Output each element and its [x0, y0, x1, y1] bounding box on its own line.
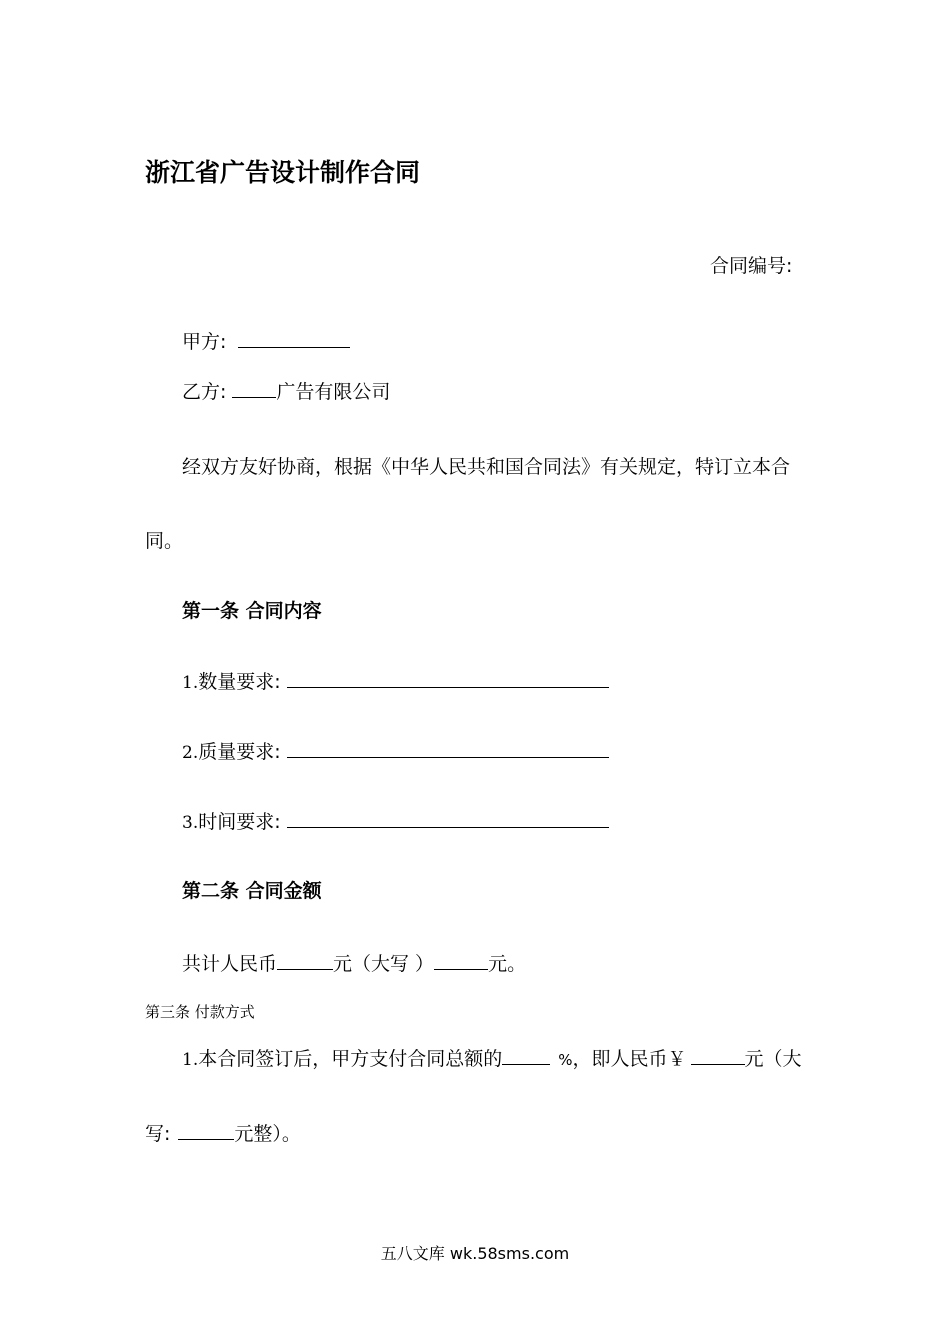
- article3-heading: 第三条 付款方式: [145, 1003, 255, 1021]
- document-title: 浙江省广告设计制作合同: [145, 158, 421, 187]
- amount-text-a: 共计人民币: [182, 953, 278, 975]
- party-b-line: [182, 379, 390, 404]
- payment-line2-a: 写:: [145, 1123, 171, 1145]
- payment-line2-b: 元整）。: [234, 1123, 301, 1145]
- payment-amount-blank: [691, 1046, 745, 1065]
- article2-amount-line: [182, 951, 526, 976]
- article1-item-quantity: [182, 669, 609, 695]
- payment-text-a: 本合同签订后，甲方支付合同总额的: [198, 1048, 503, 1070]
- item-label: 质量要求:: [198, 741, 281, 763]
- intro-paragraph-line1: 经双方友好协商，根据《中华人民共和国合同法》有关规定，特订立本合: [182, 456, 791, 478]
- item-number: 1.: [182, 673, 199, 693]
- article1-item-time: [182, 809, 609, 835]
- item-number: 2.: [182, 743, 199, 763]
- quantity-blank: [287, 669, 609, 688]
- item-number: 3.: [182, 813, 199, 833]
- party-a-blank: [238, 329, 350, 348]
- payment-uppercase-blank: [178, 1121, 234, 1140]
- item-label: 数量要求:: [198, 671, 281, 693]
- article1-heading: 第一条 合同内容: [182, 600, 322, 622]
- party-a-line: [182, 329, 350, 354]
- footer-watermark: 五八文库 wk.58sms.com: [380, 1244, 570, 1263]
- time-blank: [287, 809, 609, 828]
- item-number: 1.: [182, 1050, 199, 1070]
- contract-number-label: 合同编号:: [710, 255, 793, 277]
- party-a-label: 甲方:: [182, 331, 227, 353]
- article3-item1-line2: [145, 1121, 301, 1146]
- item-label: 时间要求:: [198, 811, 281, 833]
- amount-blank: [277, 951, 333, 970]
- article3-item1-line1: [182, 1046, 802, 1072]
- quality-blank: [287, 739, 609, 758]
- intro-paragraph-line2: 同。: [145, 530, 184, 552]
- payment-text-c: 元（大: [744, 1048, 802, 1070]
- article1-item-quality: [182, 739, 609, 765]
- party-b-blank: [232, 379, 276, 398]
- party-b-label: 乙方:: [182, 381, 227, 403]
- article2-heading: 第二条 合同金额: [182, 880, 322, 902]
- payment-text-b: ，即人民币￥: [572, 1048, 687, 1070]
- party-b-suffix: 广告有限公司: [276, 381, 391, 403]
- amount-text-b: 元（大写 ）: [333, 953, 435, 975]
- amount-text-c: 元。: [488, 953, 527, 975]
- amount-uppercase-blank: [434, 951, 488, 970]
- percent-blank: [502, 1046, 550, 1065]
- percent-sign: %: [558, 1051, 573, 1069]
